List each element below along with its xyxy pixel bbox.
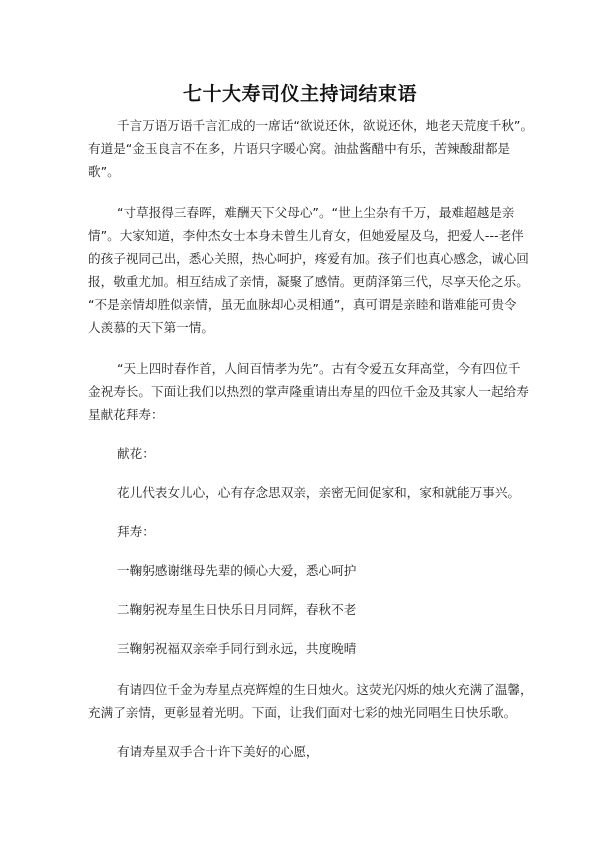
bow-line-3: 三鞠躬祝福双亲牵手同行到永远，共度晚晴	[117, 641, 357, 656]
paragraph-2-line-5: “不是亲情却胜似亲情，虽无血脉却心灵相通”，真可谓是亲睦和谐难能可贵令	[88, 297, 517, 312]
paragraph-2-line-4: 报，敬重尤加。相互结成了亲情，凝聚了感情。更荫泽第三代，尽享天伦之乐。	[88, 274, 529, 289]
paragraph-1-line-2: 有道是“金玉良言不在多，片语只字暖心窝。油盐酱醋中有乐，苦辣酸甜都是	[88, 141, 511, 156]
bow-heading: 拜寿：	[117, 524, 155, 539]
document-title: 七十大寿司仪主持词结束语	[182, 83, 417, 105]
bow-line-2: 二鞠躬祝寿星生日快乐日月同辉，春秋不老	[117, 602, 357, 617]
candle-paragraph-line-1: 有请四位千金为寿星点亮辉煌的生日烛火。这荧光闪烁的烛火充满了温馨，	[117, 682, 533, 697]
candle-paragraph-line-2: 充满了亲情，更彰显着光明。下面，让我们面对七彩的烛光同唱生日快乐歌。	[88, 705, 517, 720]
bow-line-1: 一鞠躬感谢继母先辈的倾心大爱，悉心呵护	[117, 563, 357, 578]
paragraph-1-line-1: 千言万语万语千言汇成的一席话“欲说还休，欲说还休，地老天荒度千秋”。	[117, 118, 534, 133]
flower-heading: 献花：	[117, 446, 155, 461]
paragraph-2-line-1: “寸草报得三春晖，难酬天下父母心”。“世上尘杂有千万，最难超越是亲	[117, 205, 515, 220]
paragraph-3-line-3: 星献花拜寿：	[88, 407, 164, 422]
paragraph-3-line-1: “天上四时春作首，人间百情孝为先”。古有令爱五女拜高堂，今有四位千	[117, 361, 521, 376]
wish-line: 有请寿星双手合十许下美好的心愿，	[117, 744, 319, 759]
paragraph-2-line-2: 情”。大家知道，李仲杰女士本身未曾生儿育女，但她爱屋及乌，把爱人---老伴	[88, 228, 524, 243]
paragraph-2-line-3: 的孩子视同己出，悉心关照，热心呵护，疼爱有加。孩子们也真心感念，诚心回	[88, 251, 529, 266]
paragraph-1-line-3: 歌”。	[88, 164, 120, 179]
flower-verse: 花儿代表女儿心，心有存念思双亲，亲密无间促家和，家和就能万事兴。	[117, 485, 520, 500]
paragraph-2-line-6: 人羡慕的天下第一情。	[88, 320, 214, 335]
paragraph-3-line-2: 金祝寿长。下面让我们以热烈的掌声隆重请出寿星的四位千金及其家人一起给寿	[88, 384, 529, 399]
